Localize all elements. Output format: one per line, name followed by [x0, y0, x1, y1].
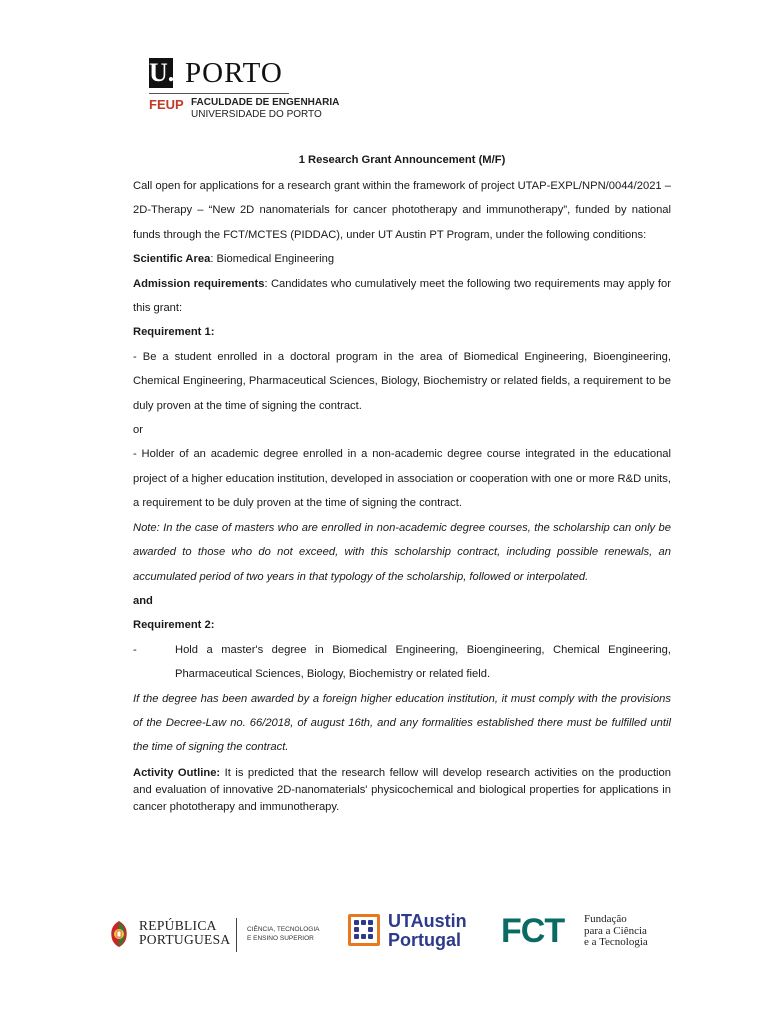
requirement-1-option-a: - Be a student enrolled in a doctoral program in the area of Biomedical Engineering, Bioengineering, Chemical Engineering, Pharmaceutical Sciences, Biology, Biochemistry or related fields, a requirement to be duly proven at the time of signing the contract.: [133, 350, 671, 412]
fct-line-2: para a Ciência: [584, 924, 647, 937]
logo-faculty-text: FACULDADE DE ENGENHARIA: [191, 97, 340, 108]
activity-outline: [133, 765, 671, 816]
announcement-body: [133, 150, 671, 816]
ut-austin-grid-icon: [348, 914, 380, 946]
logo-feup-text: FEUP: [149, 97, 184, 112]
foreign-degree-paragraph: If the degree has been awarded by a foreign higher education institution, it must comply with the provisions of the Decree-Law no. 66/2018, of august 16th, and any formalities established there must be fulfilled until the time of signing the contract.: [133, 692, 671, 754]
admission-label: Admission requirements: [133, 277, 265, 290]
republica-portuguesa-emblem-icon: [107, 919, 131, 949]
requirement-2-item: [133, 638, 671, 687]
rp-line-1: REPÚBLICA: [139, 918, 217, 933]
note-paragraph: Note: In the case of masters who are enrolled in non-academic degree courses, the scholarship can only be awarded to those who do not exceed, with this scholarship contract, including possible renewals, an accumulated period of two years in that typology of the scholarship, followed or interpolated.: [133, 521, 671, 583]
fct-foundation-text: [584, 914, 648, 949]
admission-value: : Candidates who cumulatively meet the following two requirements may apply for this grant:: [133, 277, 671, 315]
requirement-2-text: Hold a master's degree in Biomedical Engineering, Bioengineering, Chemical Engineering, Pharmaceutical Sciences, Biology, Biochemistry or related field.: [175, 643, 671, 681]
and-separator: and: [133, 594, 153, 607]
logo-divider: [149, 93, 289, 94]
logo-u-mark: U.: [149, 58, 175, 87]
scientific-area-value: : Biomedical Engineering: [210, 253, 335, 266]
document-title: 1 Research Grant Announcement (M/F): [298, 154, 506, 166]
uporto-feup-logo: [149, 58, 349, 120]
logo-porto-text: PORTO: [185, 57, 283, 89]
scientific-area: [133, 247, 671, 271]
rp-line-2: PORTUGUESA: [139, 932, 231, 947]
requirement-1-option-b: - Holder of an academic degree enrolled in a non-academic degree course integrated in the educational project of a higher education institution, developed in association or cooperation with one or more R&D units, a requirement to be duly proven at the time of signing the contract.: [133, 448, 671, 510]
fct-line-1: Fundação: [584, 913, 627, 925]
funder-logos: [0, 905, 770, 965]
requirement-2-dash: -: [133, 643, 137, 656]
activity-value: It is predicted that the research fellow will develop research activities on the production and evaluation of innovative 2D-nanomaterials' physicochemical and biological properties for applications in cancer phototherapy and immunotherapy.: [133, 766, 671, 813]
activity-label: Activity Outline:: [133, 766, 221, 779]
admission-requirements: [133, 272, 671, 321]
ut-portugal-name: Portugal: [388, 930, 462, 950]
ministry-line-1: CIÊNCIA, TECNOLOGIA: [247, 926, 320, 933]
ministry-line-2: E ENSINO SUPERIOR: [247, 935, 314, 942]
republica-portuguesa-text: [139, 919, 230, 947]
fct-logo-mark: FCT: [501, 912, 565, 950]
ut-austin-name: UTAustin: [388, 911, 467, 931]
requirement-1-heading: Requirement 1:: [133, 326, 215, 339]
intro-paragraph: Call open for applications for a research grant within the framework of project UTAP-EXPL/NPN/0044/2021 –2D-Therapy – “New 2D nanomaterials for cancer phototherapy and immunotherapy”, funded by national funds through the FCT/MCTES (PIDDAC), under UT Austin PT Program, under the following conditions:: [133, 180, 671, 241]
ministry-text: [247, 925, 319, 943]
fct-line-3: e a Tecnologia: [584, 936, 648, 948]
scientific-area-label: Scientific Area: [133, 253, 211, 266]
or-separator: or: [133, 424, 143, 437]
rp-divider: [236, 918, 237, 952]
logo-university-text: UNIVERSIDADE DO PORTO: [191, 109, 322, 120]
requirement-2-heading: Requirement 2:: [133, 619, 215, 632]
